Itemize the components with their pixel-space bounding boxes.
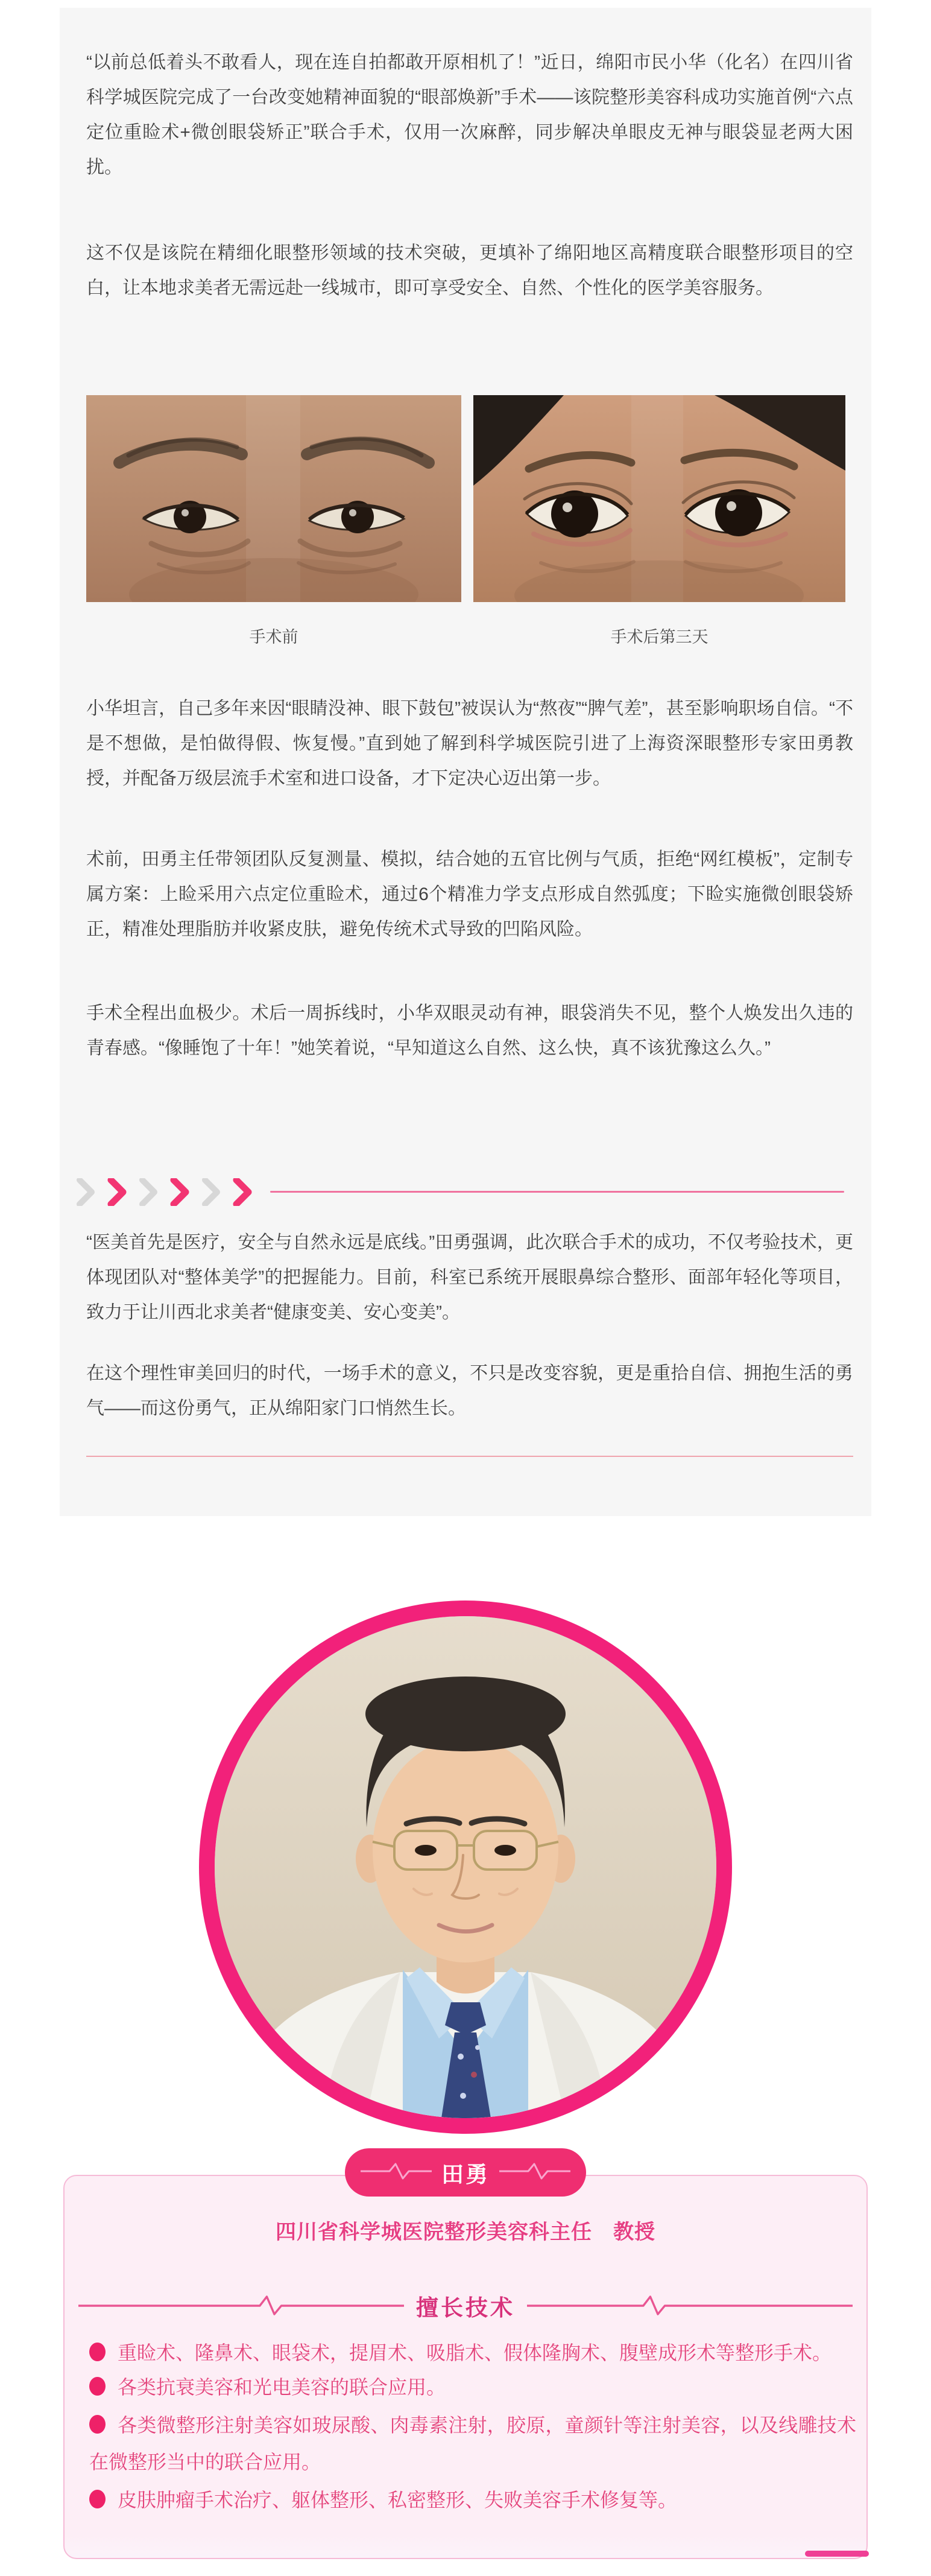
before-surgery-photo — [86, 395, 461, 602]
skill-text: 皮肤肿瘤手术治疗、躯体整形、私密整形、失败美容手术修复等。 — [118, 2489, 678, 2511]
photo-caption-before: 手术前 — [249, 628, 298, 646]
paragraph: “以前总低着头不敢看人，现在连自拍都敢开原相机了！”近日，绵阳市民小华（化名）在四川省科学城医院完成了一台改变她精神面貌的“眼部焕新”手术——该院整形美容科成功实施首例“六点定位重睑术+微创眼袋矫正”联合手术，仅用一次麻醉，同步解决单眼皮无神与眼袋显老两大困扰。 — [86, 52, 853, 177]
after-surgery-photo — [473, 395, 845, 602]
paragraph: “医美首先是医疗，安全与自然永远是底线。”田勇强调，此次联合手术的成功，不仅考验技术，更体现团队对“整体美学”的把握能力。目前，科室已系统开展眼鼻综合整形、面部年轻化等项目，致力于让川西北求美者“健康变美、安心变美”。 — [86, 1232, 853, 1322]
section-divider-line — [86, 1456, 853, 1457]
ecg-pulse-icon — [361, 2161, 432, 2184]
ecg-line-icon — [78, 2294, 404, 2318]
skill-text: 各类微整形注射美容如玻尿酸、肉毒素注射，胶原，童颜针等注射美容，以及线雕技术在微整形当中的联合应用。 — [89, 2414, 856, 2473]
paragraph: 在这个理性审美回归的时代，一场手术的意义，不只是改变容貌，更是重拾自信、拥抱生活的勇气——而这份勇气，正从绵阳家门口悄然生长。 — [86, 1363, 853, 1418]
paragraph: 小华坦言，自己多年来因“眼睛没神、眼下鼓包”被误认为“熬夜”“脾气差”，甚至影响职场自信。“不是不想做，是怕做得假、恢复慢。”直到她了解到科学城医院引进了上海资深眼整形专家田勇教授，并配备万级层流手术室和进口设备，才下定决心迈出第一步。 — [86, 699, 853, 788]
photo-caption-after: 手术后第三天 — [610, 628, 709, 646]
paragraph: 这不仅是该院在精细化眼整形领域的技术突破，更填补了绵阳地区高精度联合眼整形项目的空白，让本地求美者无需远赴一线城市，即可享受安全、自然、个性化的医学美容服务。 — [86, 243, 853, 298]
divider-line — [270, 1191, 844, 1193]
ecg-line-icon — [527, 2294, 853, 2318]
doctor-portrait — [199, 1600, 732, 2134]
bullet-dot-icon — [89, 2490, 106, 2508]
bullet-dot-icon — [89, 2343, 106, 2361]
ecg-pulse-icon — [499, 2161, 570, 2184]
bullet-dot-icon — [89, 2377, 106, 2396]
doctor-name: 田勇 — [441, 2162, 490, 2187]
skills-header — [78, 2291, 853, 2320]
skill-item — [89, 2335, 856, 2371]
footer-accent-bar — [805, 2551, 869, 2557]
paragraph: 手术全程出血极少。术后一周拆线时，小华双眼灵动有神，眼袋消失不见，整个人焕发出久违的青春感。“像睡饱了十年！”她笑着说，“早知道这么自然、这么快，真不该犹豫这么久。” — [86, 1003, 853, 1058]
skill-item — [89, 2482, 856, 2519]
bullet-dot-icon — [89, 2415, 106, 2434]
skills-header-title: 擅长技术 — [416, 2295, 515, 2320]
skill-text: 重睑术、隆鼻术、眼袋术，提眉术、吸脂术、假体隆胸术、腹壁成形术等整形手术。 — [118, 2342, 832, 2364]
skill-item — [89, 2369, 856, 2406]
skill-text: 各类抗衰美容和光电美容的联合应用。 — [118, 2376, 446, 2398]
paragraph: 术前，田勇主任带领团队反复测量、模拟，结合她的五官比例与气质，拒绝“网红模板”，定制专属方案：上睑采用六点定位重睑术，通过6个精准力学支点形成自然弧度；下睑实施微创眼袋矫正，精准处理脂肪并收紧皮肤，避免传统术式导致的凹陷风险。 — [86, 849, 853, 939]
doctor-name-badge — [345, 2148, 586, 2197]
chevron-divider-icon — [76, 1178, 264, 1209]
doctor-title: 四川省科学城医院整形美容科主任 教授 — [276, 2221, 655, 2244]
skill-item — [89, 2407, 856, 2481]
